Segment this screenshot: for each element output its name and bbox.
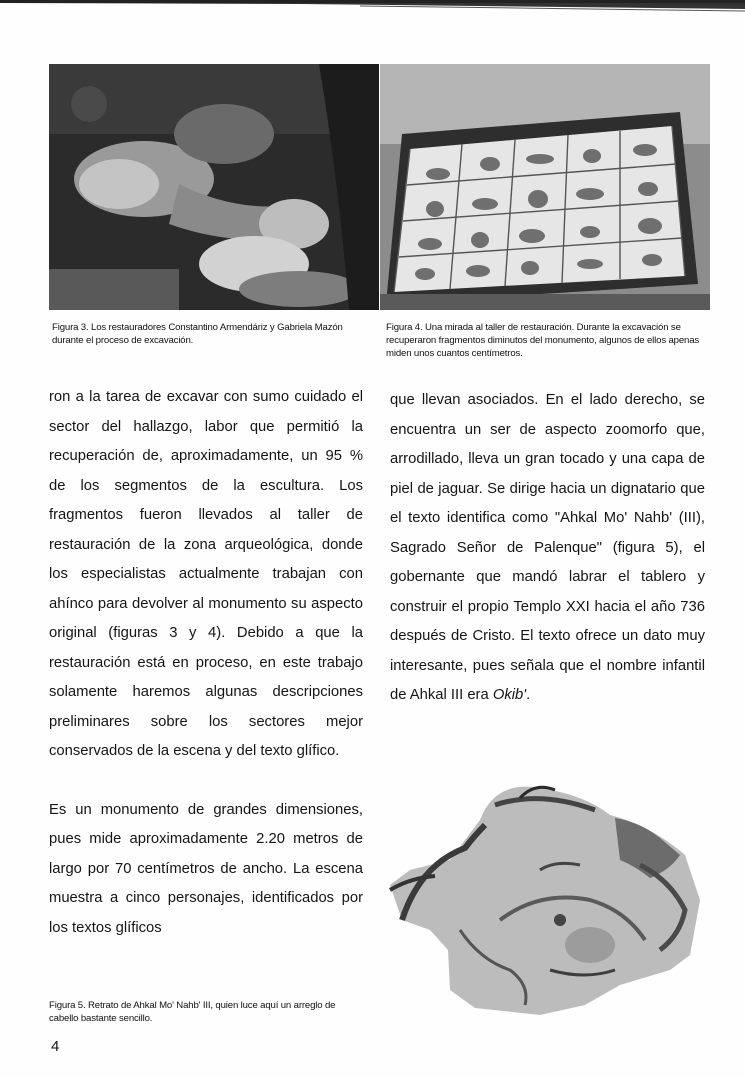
figure-3-photo <box>49 64 379 310</box>
left-paragraph-2: Es un monumento de grandes dimensiones, pues mide aproximadamente 2.20 metros de largo por 70 centímetros de ancho. La escena muestra a cinco personajes, identificados por los textos glíficos <box>49 801 363 936</box>
right-text-column <box>390 386 705 711</box>
figure-5-caption: Figura 5. Retrato de Ahkal Mo' Nahb' III, quien luce aquí un arreglo de cabello bastante sencillo. <box>49 1000 336 1024</box>
figure-4-caption: Figura 4. Una mirada al taller de restauración. Durante la excavación se recuperaron fragmentos diminutos del monumento, algunos de ellos apenas miden unos cuantos centímetros. <box>386 322 700 359</box>
figure-5-portrait <box>380 770 710 1020</box>
okib-name: Okib' <box>492 687 527 703</box>
figure-4-photo <box>380 64 710 310</box>
top-border-rule <box>0 0 745 12</box>
page-number: 4 <box>51 1038 60 1055</box>
right-paragraph-1 <box>390 386 705 711</box>
left-text-column <box>49 383 363 943</box>
figure-3-caption: Figura 3. Los restauradores Constantino Armendáriz y Gabriela Mazón durante el proceso de excavación. <box>52 322 343 346</box>
right-paragraph-1-text: que llevan asociados. En el lado derecho, se encuentra un ser de aspecto zoomorfo que, arrodillado, lleva un gran tocado y una capa de piel de jaguar. Se dirige hacia un dignatario que el texto identifica como "Ahkal Mo' Nahb' (III), Sagrado Señor de Palenque" (figura 5), el gobernante que mandó labrar el tablero y construir el propio Templo XXI hacia el año 736 después de Cristo. El texto ofrece un dato muy interesante, pues señala que el nombre infantil de Ahkal III era <box>390 392 705 703</box>
left-paragraph-1: ron a la tarea de excavar con sumo cuidado el sector del hallazgo, labor que permitió la recuperación de, aproximadamente, un 95 % de los segmentos de la escultura. Los fragmentos fueron llevados al taller de restauración de la zona arqueológica, donde los especialistas actualmente trabajan con ahínco para devolver al monumento su aspecto original (figuras 3 y 4). Debido a que la restauración está en proceso, en este trabajo solamente haremos algunas descripciones preliminares sobre los sectores mejor conservados de la escena y del texto glífico. <box>49 389 363 759</box>
right-paragraph-1-end: . <box>526 687 531 703</box>
